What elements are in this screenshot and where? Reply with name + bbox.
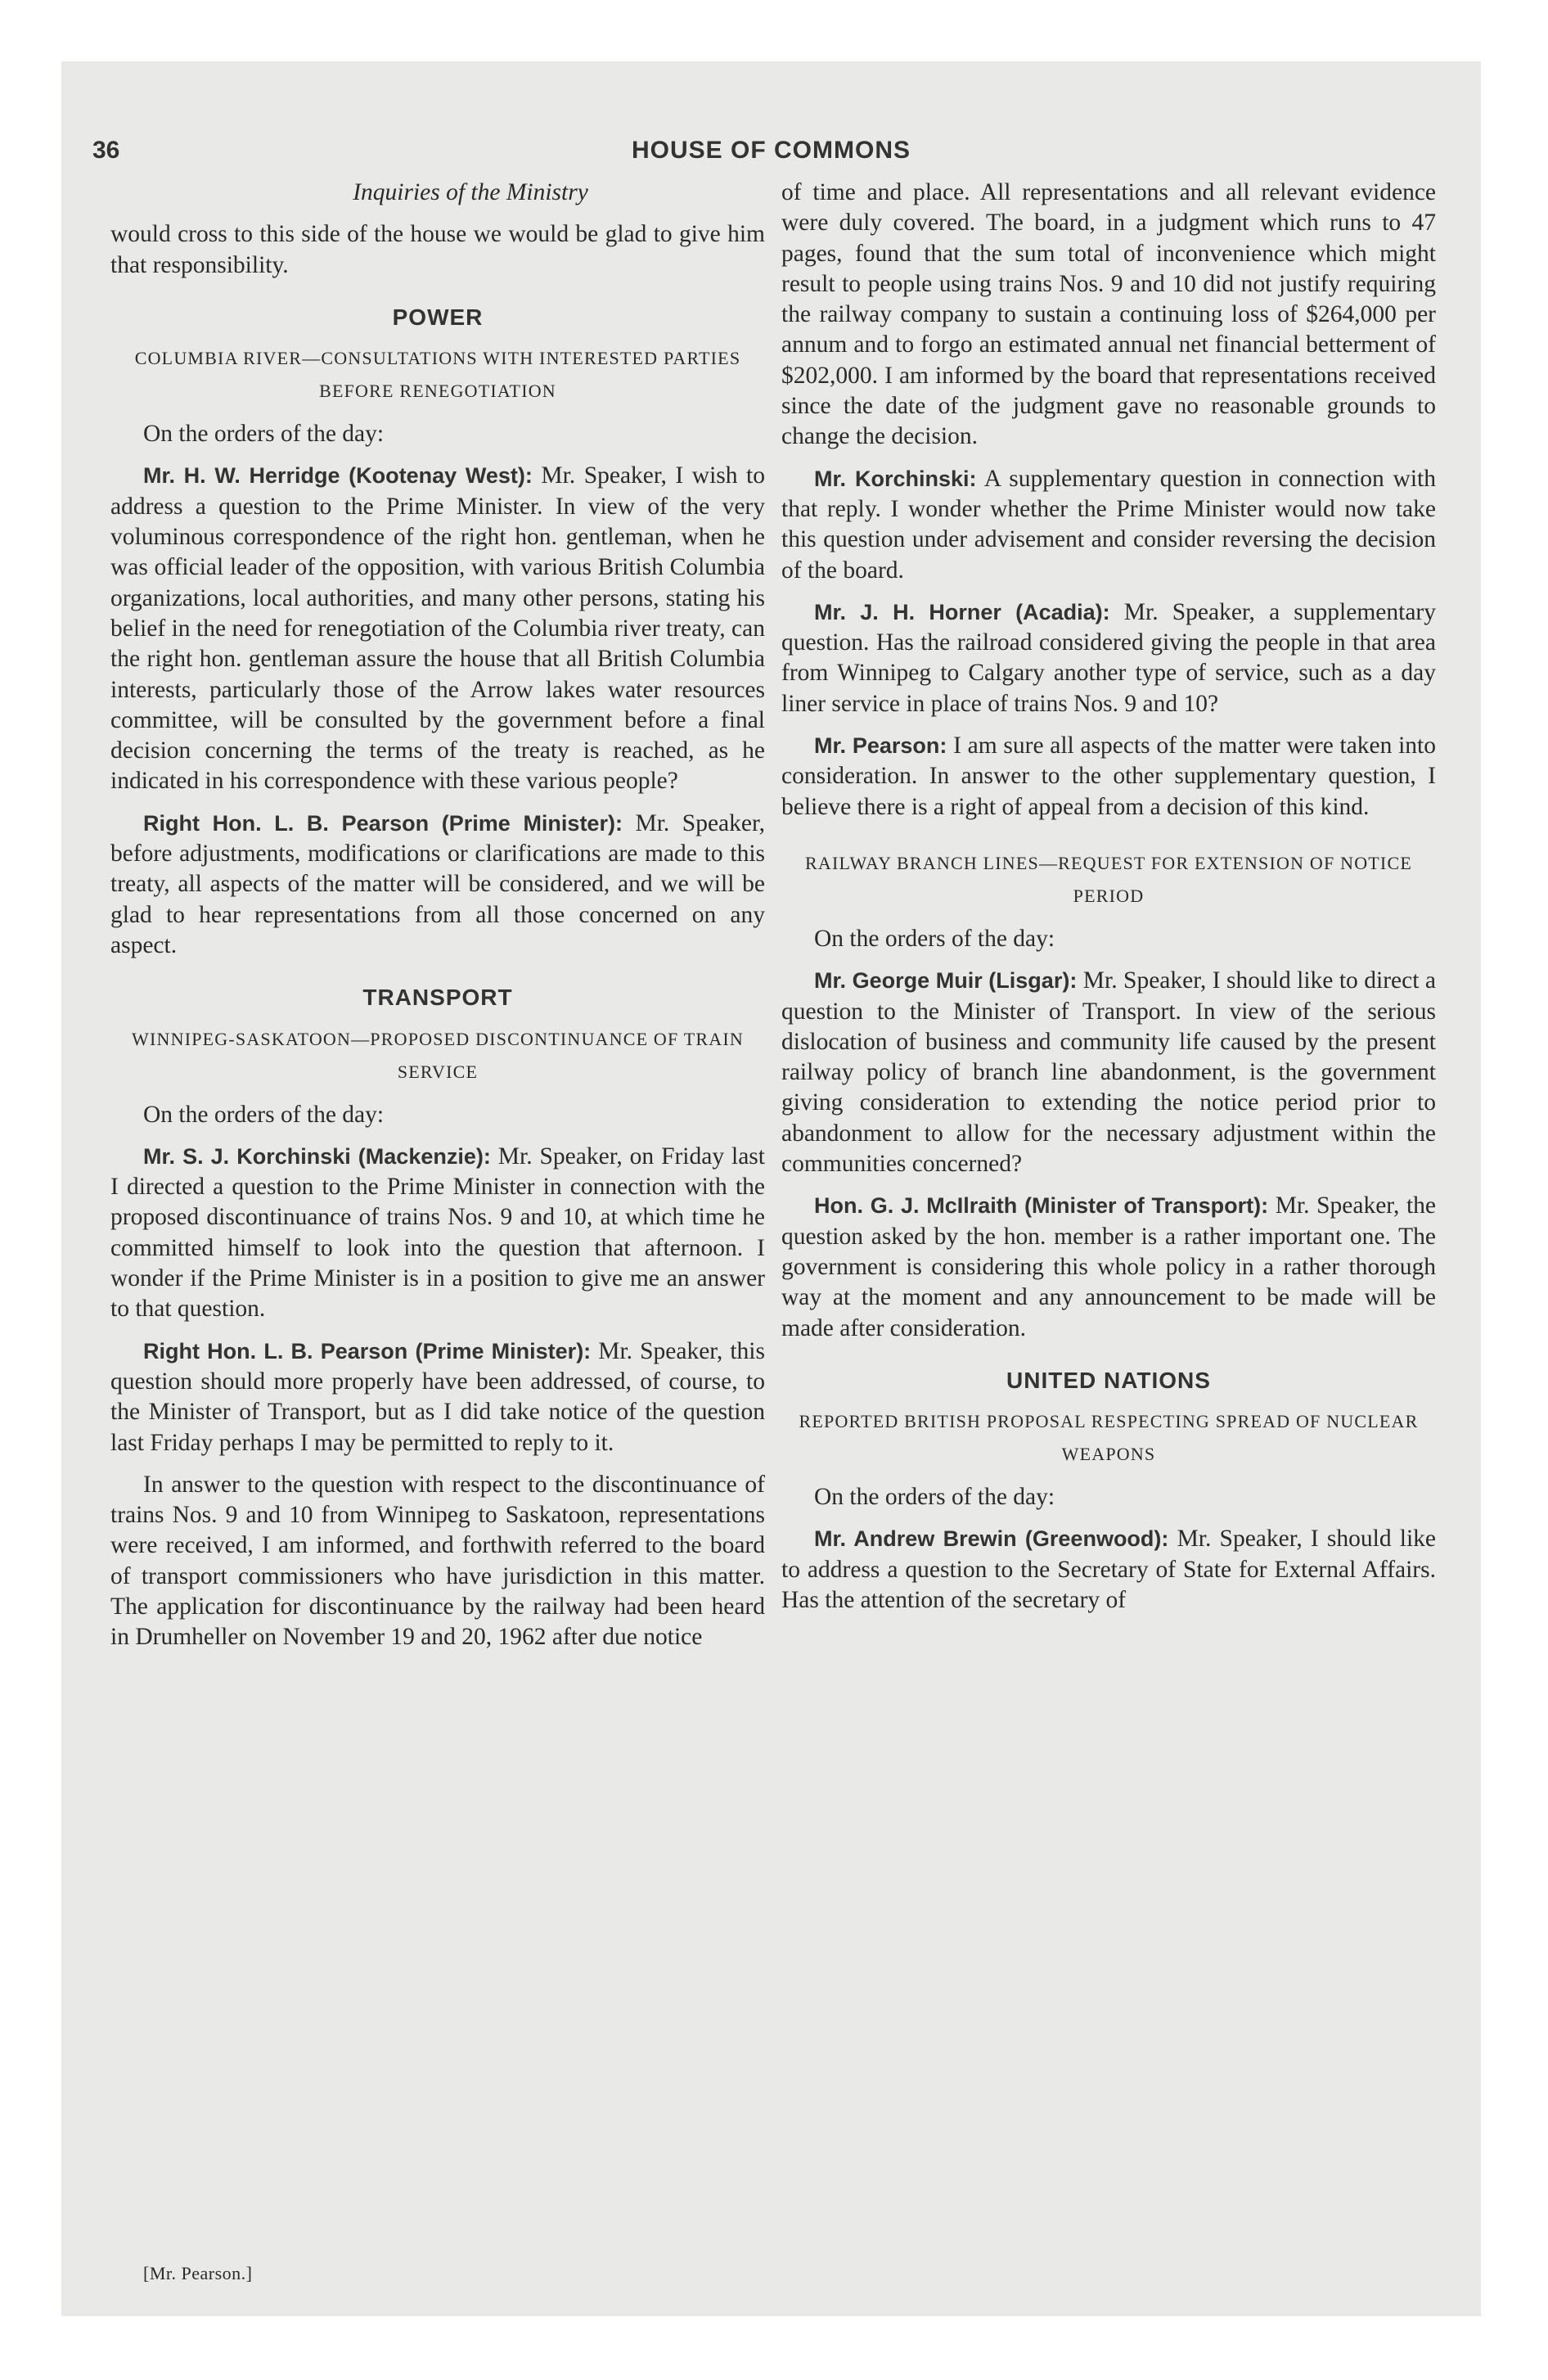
- speech-text: Mr. Speaker, I wish to address a question to the Prime Minister. In view of the very voluminous correspondence of the right hon. gentleman, when he was official leader of the opposition, with various British Columbia organizations, local authorities, and many other persons, stating his belief in the need for renegotiation of the Columbia river treaty, can the right hon. gentleman assure the house that all British Columbia interests, particularly those of the Arrow lakes water resources committee, will be consulted by the government before a final decision concerning the terms of the treaty is reached, as he indicated in his correspondence with these various people?: [110, 462, 765, 795]
- speaker-name: Mr. George Muir (Lisgar):: [814, 968, 1078, 994]
- topic-heading-columbia-river: COLUMBIA RIVER—CONSULTATIONS WITH INTERESTED PARTIES BEFORE RENEGOTIATION: [134, 348, 741, 402]
- speaker-name: Mr. S. J. Korchinski (Mackenzie):: [143, 1143, 491, 1169]
- speaker-name: Mr. Pearson:: [814, 733, 947, 759]
- speech-horner: [781, 597, 1436, 719]
- topic-heading-winnipeg-saskatoon: WINNIPEG-SASKATOON—PROPOSED DISCONTINUANCE OF TRAIN SERVICE: [132, 1028, 744, 1082]
- orders-of-the-day: On the orders of the day:: [143, 421, 385, 448]
- speech-pearson: [781, 731, 1436, 823]
- orders-of-the-day: On the orders of the day:: [814, 1484, 1055, 1511]
- page-number: 36: [92, 137, 120, 164]
- paragraph: In answer to the question with respect to the discontinuance of trains Nos. 9 and 10 from Winnipeg to Saskatoon, representations were received, I am informed, and forthwith referred to the board of transport commissioners who have jurisdiction in this matter. The application for discontinuance by the railway had been heard in Drumheller on November 19 and 20, 1962 after due notice: [110, 1471, 765, 1651]
- speech-pearson: [110, 1336, 765, 1458]
- section-heading-transport: TRANSPORT: [362, 985, 513, 1011]
- section-heading-power: POWER: [392, 304, 484, 330]
- speech-korchinski: [781, 464, 1436, 586]
- speech-text: Mr. Speaker, on Friday last I directed a question to the Prime Minister in connection with the proposed discontinuance of trains Nos. 9 and 10, at which time he committed himself to look into the question that afternoon. I wonder if the Prime Minister is in a position to give me an answer to that question.: [110, 1143, 765, 1323]
- speech-pearson: [110, 809, 765, 961]
- speech-korchinski: [110, 1142, 765, 1325]
- speaker-name: Mr. Korchinski:: [814, 466, 977, 491]
- speech-text: Mr. Speaker, before adjustments, modifications or clarifications are made to this treaty, all aspects of the matter will be considered, and we will be glad to hear representations from all those concerned on any aspect.: [110, 809, 765, 958]
- speech-text: Mr. Speaker, this question should more properly have been addressed, of course, to the Minister of Transport, but as I did take notice of the question last Friday perhaps I may be permitted to reply to it.: [110, 1337, 765, 1456]
- speech-text: Mr. Speaker, a supplementary question. Has the railroad considered giving the people in that area from Winnipeg to Calgary another type of service, such as a day liner service in place of trains Nos. 9 and 10?: [781, 598, 1436, 717]
- speech-brewin: [781, 1524, 1436, 1616]
- orders-of-the-day: On the orders of the day:: [143, 1101, 385, 1128]
- speaker-name: Mr. Andrew Brewin (Greenwood):: [814, 1526, 1169, 1552]
- orders-of-the-day: On the orders of the day:: [814, 925, 1055, 952]
- paragraph: of time and place. All representations and all relevant evidence were duly covered. The board, in a judgment which runs to 47 pages, found that the sum total of inconvenience which might result to people using trains Nos. 9 and 10 did not justify requiring the railway company to sustain a continuing loss of $264,000 per annum and to forgo an estimated annual net financial betterment of $202,000. I am informed by the board that representations received since the date of the judgment gave no reasonable grounds to change the decision.: [781, 179, 1436, 450]
- speech-text: A supplementary question in connection with that reply. I wonder whether the Prime Minister would now take this question under advisement and consider reversing the decision of the board.: [781, 465, 1436, 584]
- speaker-name: Hon. G. J. McIlraith (Minister of Transport):: [814, 1193, 1269, 1219]
- section-subhead: Inquiries of the Ministry: [353, 179, 588, 205]
- footer-speaker-note: [Mr. Pearson.]: [143, 2263, 253, 2283]
- speech-text: I am sure all aspects of the matter were taken into consideration. In answer to the other supplementary question, I believe there is a right of appeal from a decision of this kind.: [781, 732, 1436, 820]
- right-column: [781, 178, 1436, 1627]
- left-column: [110, 178, 765, 1665]
- running-head: HOUSE OF COMMONS: [631, 137, 911, 164]
- section-heading-united-nations: UNITED NATIONS: [1006, 1367, 1211, 1393]
- topic-heading-railway-branch-lines: RAILWAY BRANCH LINES—REQUEST FOR EXTENSION OF NOTICE PERIOD: [805, 852, 1412, 906]
- speaker-name: Mr. J. H. Horner (Acadia):: [814, 599, 1110, 624]
- speaker-name: Mr. H. W. Herridge (Kootenay West):: [143, 463, 533, 489]
- speech-text: Mr. Speaker, the question asked by the hon. member is a rather important one. The government is considering this whole policy in a rather thorough way at the moment and any announcement to be made will be made after consideration.: [781, 1192, 1436, 1341]
- speech-herridge: [110, 461, 765, 796]
- paragraph: would cross to this side of the house we would be glad to give him that responsibility.: [110, 221, 765, 278]
- speech-mcilraith: [781, 1191, 1436, 1343]
- document-page: [61, 61, 1481, 2316]
- speech-text: Mr. Speaker, I should like to direct a question to the Minister of Transport. In view of the serious dislocation of business and community life caused by the present railway policy of branch line abandonment, is the government giving consideration to extending the notice period prior to abandonment to allow for the necessary adjustment within the communities concerned?: [781, 967, 1436, 1178]
- speech-muir: [781, 966, 1436, 1179]
- speaker-name: Right Hon. L. B. Pearson (Prime Minister):: [143, 1338, 592, 1364]
- topic-heading-nuclear-weapons: REPORTED BRITISH PROPOSAL RESPECTING SPREAD OF NUCLEAR WEAPONS: [799, 1411, 1419, 1465]
- speech-text: Mr. Speaker, I should like to address a question to the Secretary of State for External Affairs. Has the attention of the secretary of: [781, 1526, 1436, 1613]
- speaker-name: Right Hon. L. B. Pearson (Prime Minister):: [143, 810, 623, 836]
